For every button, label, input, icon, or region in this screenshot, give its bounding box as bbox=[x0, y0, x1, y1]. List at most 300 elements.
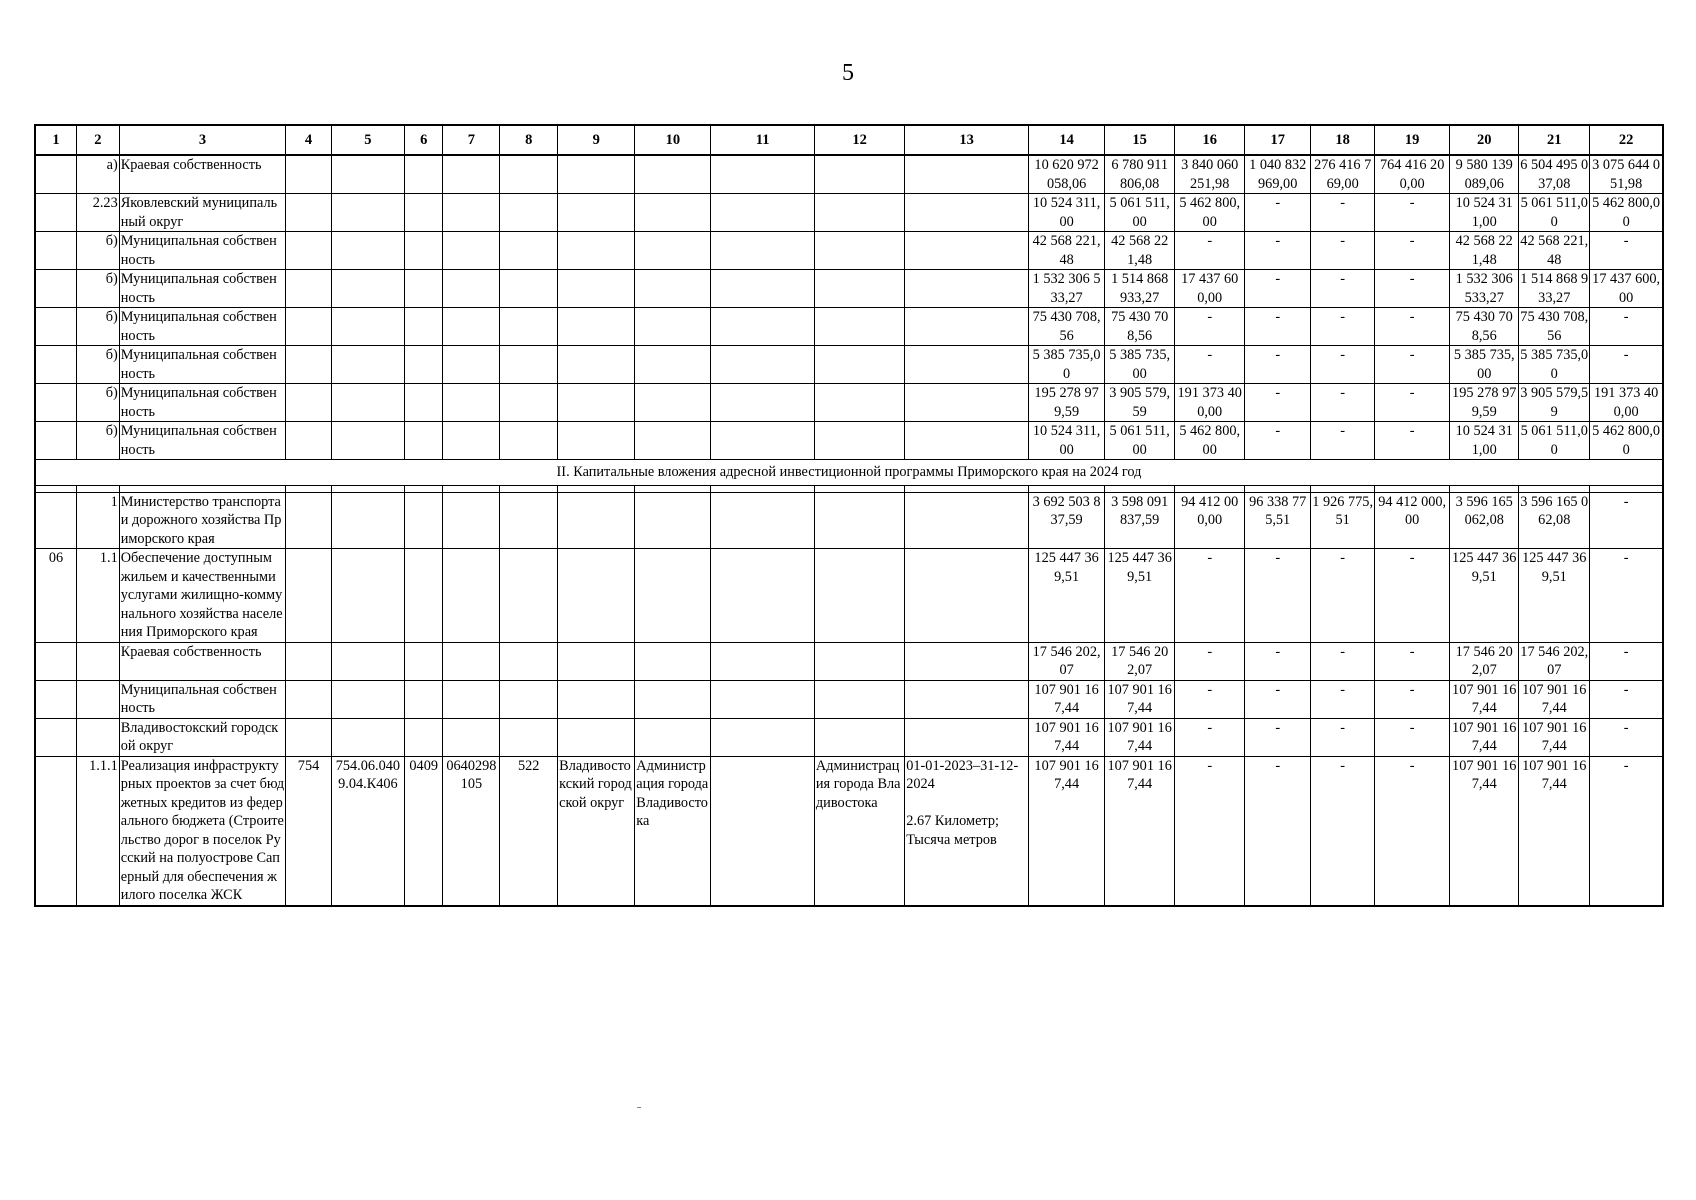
table-cell bbox=[404, 680, 443, 718]
table-cell: - bbox=[1375, 718, 1450, 756]
table-cell: Владивостокский городской округ bbox=[558, 756, 635, 906]
table-cell: б) bbox=[77, 232, 120, 270]
table-cell bbox=[635, 346, 711, 384]
table-cell: - bbox=[1245, 422, 1311, 460]
table-row bbox=[35, 346, 1663, 384]
table-cell: Муниципальная собственность bbox=[119, 270, 285, 308]
table-cell bbox=[77, 718, 120, 756]
column-header: 15 bbox=[1105, 125, 1175, 155]
table-cell bbox=[635, 680, 711, 718]
spacer-cell bbox=[905, 485, 1029, 492]
table-cell: 3 596 165 062,08 bbox=[1519, 492, 1590, 549]
table-cell bbox=[404, 384, 443, 422]
table-cell: 0640298105 bbox=[443, 756, 500, 906]
table-cell bbox=[286, 680, 332, 718]
spacer-cell bbox=[1029, 485, 1105, 492]
table-cell bbox=[286, 642, 332, 680]
table-cell: - bbox=[1590, 308, 1663, 346]
table-cell: 125 447 369,51 bbox=[1519, 549, 1590, 643]
spacer-row bbox=[35, 485, 1663, 492]
column-header: 5 bbox=[331, 125, 404, 155]
table-cell bbox=[331, 270, 404, 308]
table-cell: - bbox=[1245, 308, 1311, 346]
table-cell bbox=[331, 232, 404, 270]
table-cell: Муниципальная собственность bbox=[119, 346, 285, 384]
table-cell bbox=[35, 718, 77, 756]
column-header: 14 bbox=[1029, 125, 1105, 155]
table-cell: - bbox=[1590, 232, 1663, 270]
spacer-cell bbox=[635, 485, 711, 492]
table-cell: - bbox=[1375, 549, 1450, 643]
table-row bbox=[35, 680, 1663, 718]
table-cell bbox=[500, 422, 558, 460]
table-cell: - bbox=[1590, 756, 1663, 906]
table-cell bbox=[35, 270, 77, 308]
table-cell: 107 901 167,44 bbox=[1450, 718, 1519, 756]
table-cell: - bbox=[1590, 680, 1663, 718]
table-cell bbox=[635, 422, 711, 460]
table-cell: 3 840 060 251,98 bbox=[1175, 155, 1245, 194]
table-cell bbox=[905, 384, 1029, 422]
table-cell bbox=[404, 155, 443, 194]
table-cell bbox=[331, 384, 404, 422]
table-cell: 17 546 202,07 bbox=[1450, 642, 1519, 680]
table-cell: - bbox=[1245, 270, 1311, 308]
table-cell bbox=[35, 308, 77, 346]
table-row bbox=[35, 642, 1663, 680]
spacer-cell bbox=[1105, 485, 1175, 492]
table-cell: Муниципальная собственность bbox=[119, 308, 285, 346]
column-header: 11 bbox=[711, 125, 815, 155]
table-cell: 06 bbox=[35, 549, 77, 643]
table-cell: - bbox=[1175, 756, 1245, 906]
table-cell: 42 568 221,48 bbox=[1105, 232, 1175, 270]
table-cell bbox=[331, 680, 404, 718]
table-cell bbox=[711, 680, 815, 718]
table-cell: - bbox=[1590, 642, 1663, 680]
table-cell bbox=[286, 155, 332, 194]
table-cell bbox=[443, 308, 500, 346]
table-cell: - bbox=[1245, 680, 1311, 718]
table-cell bbox=[331, 155, 404, 194]
table-cell: - bbox=[1175, 308, 1245, 346]
table-cell: 754.06.0409.04.К406 bbox=[331, 756, 404, 906]
table-cell bbox=[558, 232, 635, 270]
table-cell bbox=[286, 346, 332, 384]
table-cell bbox=[500, 718, 558, 756]
table-row bbox=[35, 270, 1663, 308]
table-cell: 5 462 800,00 bbox=[1590, 194, 1663, 232]
table-cell: а) bbox=[77, 155, 120, 194]
table-cell bbox=[558, 422, 635, 460]
table-cell: 5 061 511,00 bbox=[1105, 422, 1175, 460]
table-cell: - bbox=[1590, 492, 1663, 549]
table-cell bbox=[331, 308, 404, 346]
table-cell: - bbox=[1311, 384, 1375, 422]
table-cell bbox=[905, 270, 1029, 308]
column-header: 22 bbox=[1590, 125, 1663, 155]
table-cell bbox=[558, 492, 635, 549]
table-cell: - bbox=[1375, 346, 1450, 384]
spacer-cell bbox=[1245, 485, 1311, 492]
table-cell bbox=[814, 549, 904, 643]
column-header: 1 bbox=[35, 125, 77, 155]
investment-program-table bbox=[34, 124, 1664, 907]
table-cell: 1 040 832 969,00 bbox=[1245, 155, 1311, 194]
table-cell: 75 430 708,56 bbox=[1029, 308, 1105, 346]
table-cell: 5 462 800,00 bbox=[1590, 422, 1663, 460]
table-cell: 1 532 306 533,27 bbox=[1450, 270, 1519, 308]
table-cell: 5 462 800,00 bbox=[1175, 422, 1245, 460]
table-cell bbox=[35, 422, 77, 460]
table-cell: 107 901 167,44 bbox=[1029, 756, 1105, 906]
table-cell bbox=[814, 194, 904, 232]
table-cell: 3 596 165 062,08 bbox=[1450, 492, 1519, 549]
table-cell: 5 385 735,00 bbox=[1520, 347, 1589, 382]
table-cell bbox=[711, 346, 815, 384]
column-header: 2 bbox=[77, 125, 120, 155]
table-cell bbox=[286, 232, 332, 270]
table-cell: - bbox=[1375, 384, 1450, 422]
table-cell bbox=[635, 194, 711, 232]
table-cell bbox=[443, 346, 500, 384]
table-row bbox=[35, 718, 1663, 756]
table-cell: Яковлевский муниципальный округ bbox=[119, 194, 285, 232]
table-cell bbox=[905, 492, 1029, 549]
column-header: 16 bbox=[1175, 125, 1245, 155]
table-cell: б) bbox=[77, 270, 120, 308]
table-cell: - bbox=[1245, 756, 1311, 906]
spacer-cell bbox=[711, 485, 815, 492]
spacer-cell bbox=[331, 485, 404, 492]
table-cell: 17 437 600,00 bbox=[1175, 270, 1245, 308]
table-cell: 107 901 167,44 bbox=[1105, 680, 1175, 718]
table-cell: 3 075 644 051,98 bbox=[1590, 155, 1663, 194]
table-cell bbox=[286, 549, 332, 643]
table-cell: 522 bbox=[500, 756, 558, 906]
table-cell: 1 532 306 533,27 bbox=[1029, 270, 1105, 308]
table-cell: - bbox=[1311, 718, 1375, 756]
table-row bbox=[35, 384, 1663, 422]
table-cell bbox=[500, 680, 558, 718]
table-cell bbox=[814, 642, 904, 680]
table-cell bbox=[35, 155, 77, 194]
spacer-cell bbox=[814, 485, 904, 492]
table-cell bbox=[558, 270, 635, 308]
table-cell bbox=[711, 308, 815, 346]
table-cell bbox=[443, 680, 500, 718]
spacer-cell bbox=[1519, 485, 1590, 492]
section-row bbox=[35, 460, 1663, 486]
table-cell: Администрация города Владивостока bbox=[635, 756, 711, 906]
table-cell bbox=[635, 232, 711, 270]
table-cell: 3 905 579,59 bbox=[1105, 384, 1175, 422]
table-cell bbox=[558, 384, 635, 422]
table-cell: 5 385 735,00 bbox=[1029, 346, 1105, 384]
table-cell: 125 447 369,51 bbox=[1450, 549, 1519, 643]
table-cell: - bbox=[1375, 422, 1450, 460]
spacer-cell bbox=[35, 485, 77, 492]
table-cell bbox=[905, 642, 1029, 680]
table-cell: - bbox=[1311, 422, 1375, 460]
table-cell: б) bbox=[77, 308, 120, 346]
table-cell bbox=[404, 422, 443, 460]
table-cell: 5 385 735,00 bbox=[1450, 346, 1519, 384]
table-cell bbox=[711, 384, 815, 422]
table-cell bbox=[905, 718, 1029, 756]
table-cell bbox=[286, 270, 332, 308]
column-header: 4 bbox=[286, 125, 332, 155]
table-cell bbox=[331, 492, 404, 549]
table-cell: - bbox=[1375, 194, 1450, 232]
table-cell: 9 580 139 089,06 bbox=[1450, 155, 1519, 194]
table-cell bbox=[814, 155, 904, 194]
table-cell bbox=[905, 308, 1029, 346]
table-cell bbox=[905, 194, 1029, 232]
table-cell: 5 061 511,00 bbox=[1520, 195, 1588, 230]
table-cell: - bbox=[1311, 680, 1375, 718]
column-header: 18 bbox=[1311, 125, 1375, 155]
table-cell: - bbox=[1245, 718, 1311, 756]
table-cell bbox=[443, 422, 500, 460]
table-cell bbox=[711, 194, 815, 232]
table-cell bbox=[443, 718, 500, 756]
spacer-cell bbox=[1375, 485, 1450, 492]
table-row bbox=[35, 232, 1663, 270]
table-cell: - bbox=[1245, 642, 1311, 680]
table-cell: 17 437 600,00 bbox=[1590, 270, 1663, 308]
table-cell bbox=[905, 422, 1029, 460]
spacer-cell bbox=[1450, 485, 1519, 492]
table-cell: - bbox=[1311, 232, 1375, 270]
column-header: 3 bbox=[119, 125, 285, 155]
table-cell: Обеспечение доступным жильем и качественными услугами жилищно-коммунального хозяйства населения Приморского края bbox=[119, 549, 285, 643]
table-cell bbox=[500, 549, 558, 643]
table-cell: 1.1.1 bbox=[77, 756, 120, 906]
table-cell: 1 bbox=[77, 492, 120, 549]
table-cell: - bbox=[1175, 680, 1245, 718]
column-header: 20 bbox=[1450, 125, 1519, 155]
table-cell: - bbox=[1175, 718, 1245, 756]
spacer-cell bbox=[1311, 485, 1375, 492]
column-header: 21 bbox=[1519, 125, 1590, 155]
table-cell bbox=[500, 642, 558, 680]
scan-artifact bbox=[637, 1107, 641, 1108]
spacer-cell bbox=[500, 485, 558, 492]
table-cell bbox=[905, 155, 1029, 194]
table-cell bbox=[404, 492, 443, 549]
table-cell: Муниципальная собственность bbox=[119, 680, 285, 718]
table-cell: 107 901 167,44 bbox=[1029, 680, 1105, 718]
spacer-cell bbox=[558, 485, 635, 492]
table-cell: - bbox=[1175, 346, 1245, 384]
table-cell bbox=[711, 232, 815, 270]
table-cell bbox=[286, 194, 332, 232]
table-cell: 1 926 775,51 bbox=[1311, 492, 1375, 549]
table-cell: 6 780 911 806,08 bbox=[1105, 155, 1175, 194]
table-cell bbox=[500, 346, 558, 384]
table-cell bbox=[905, 232, 1029, 270]
spacer-cell bbox=[443, 485, 500, 492]
table-cell bbox=[500, 155, 558, 194]
table-cell: - bbox=[1311, 346, 1375, 384]
table-cell bbox=[905, 346, 1029, 384]
table-cell bbox=[635, 308, 711, 346]
table-cell bbox=[443, 232, 500, 270]
table-row bbox=[35, 308, 1663, 346]
table-cell: 0409 bbox=[404, 756, 443, 906]
table-cell bbox=[711, 492, 815, 549]
header-row bbox=[35, 125, 1663, 155]
column-header: 10 bbox=[635, 125, 711, 155]
table-cell bbox=[500, 384, 558, 422]
column-header: 17 bbox=[1245, 125, 1311, 155]
table-cell bbox=[443, 384, 500, 422]
table-cell: - bbox=[1375, 642, 1450, 680]
table-cell bbox=[443, 194, 500, 232]
table-cell bbox=[286, 718, 332, 756]
table-cell: 107 901 167,44 bbox=[1519, 680, 1590, 718]
table-cell bbox=[443, 492, 500, 549]
table-cell: 3 598 091 837,59 bbox=[1105, 492, 1175, 549]
table-cell bbox=[404, 718, 443, 756]
table-cell bbox=[331, 642, 404, 680]
table-cell bbox=[35, 194, 77, 232]
table-cell: - bbox=[1245, 232, 1311, 270]
table-cell: Администрация города Владивостока bbox=[814, 756, 904, 906]
table-cell: 75 430 708,56 bbox=[1105, 308, 1175, 346]
table-cell bbox=[331, 194, 404, 232]
table-cell: 754 bbox=[286, 756, 332, 906]
table-cell bbox=[814, 346, 904, 384]
table-cell: 195 278 979,59 bbox=[1029, 384, 1105, 422]
table-cell: Реализация инфраструктурных проектов за счет бюджетных кредитов из федерального бюджета (Строительство дорог в поселок Русский на полуострове Саперный для обеспечения жилого поселка ЖСК bbox=[119, 756, 285, 906]
table-cell: - bbox=[1311, 642, 1375, 680]
table-cell bbox=[77, 642, 120, 680]
table-cell: 42 568 221,48 bbox=[1450, 232, 1519, 270]
table-row bbox=[35, 549, 1663, 643]
table-cell: 10 524 311,00 bbox=[1029, 422, 1105, 460]
table-cell: 42 568 221,48 bbox=[1029, 232, 1105, 270]
table-cell bbox=[443, 155, 500, 194]
table-cell bbox=[500, 308, 558, 346]
table-cell: - bbox=[1245, 384, 1311, 422]
table-cell: - bbox=[1375, 232, 1450, 270]
table-cell: - bbox=[1245, 346, 1311, 384]
table-cell: 01-01-2023–31-12-2024 2.67 Километр; Тысяча метров bbox=[905, 756, 1029, 906]
table-cell bbox=[905, 549, 1029, 643]
table-cell bbox=[635, 492, 711, 549]
table-cell bbox=[404, 270, 443, 308]
table-cell: 276 416 769,00 bbox=[1311, 155, 1375, 194]
table-cell: б) bbox=[77, 346, 120, 384]
table-cell: 5 462 800,00 bbox=[1175, 194, 1245, 232]
table-cell bbox=[404, 308, 443, 346]
table-cell bbox=[443, 549, 500, 643]
table-cell: Министерство транспорта и дорожного хозяйства Приморского края bbox=[119, 492, 285, 549]
spacer-cell bbox=[1590, 485, 1663, 492]
spacer-cell bbox=[119, 485, 285, 492]
table-cell bbox=[814, 422, 904, 460]
table-cell bbox=[500, 232, 558, 270]
table-cell: Муниципальная собственность bbox=[119, 384, 285, 422]
table-cell bbox=[635, 155, 711, 194]
table-cell bbox=[286, 308, 332, 346]
spacer-cell bbox=[286, 485, 332, 492]
table-cell bbox=[404, 194, 443, 232]
table-cell: б) bbox=[77, 384, 120, 422]
table-cell: 5 385 735,00 bbox=[1105, 346, 1175, 384]
spacer-cell bbox=[77, 485, 120, 492]
table-cell: 75 430 708,56 bbox=[1520, 309, 1589, 344]
table-row bbox=[35, 155, 1663, 194]
table-cell: - bbox=[1311, 756, 1375, 906]
table-cell bbox=[404, 549, 443, 643]
table-cell: 125 447 369,51 bbox=[1029, 549, 1105, 643]
table-cell: 5 061 511,00 bbox=[1520, 423, 1588, 458]
table-cell bbox=[35, 232, 77, 270]
table-cell: 6 504 495 037,08 bbox=[1520, 157, 1589, 192]
table-cell: - bbox=[1311, 194, 1375, 232]
table-cell: 96 338 775,51 bbox=[1245, 492, 1311, 549]
column-header: 13 bbox=[905, 125, 1029, 155]
table-cell bbox=[286, 492, 332, 549]
column-header: 12 bbox=[814, 125, 904, 155]
table-cell bbox=[500, 194, 558, 232]
table-cell: - bbox=[1175, 642, 1245, 680]
table-cell bbox=[35, 756, 77, 906]
table-cell: - bbox=[1590, 346, 1663, 384]
table-cell bbox=[558, 718, 635, 756]
table-cell bbox=[558, 155, 635, 194]
table-cell: 3 692 503 837,59 bbox=[1029, 492, 1105, 549]
table-cell bbox=[331, 718, 404, 756]
table-cell: Владивостокский городской округ bbox=[119, 718, 285, 756]
table-cell: 10 524 311,00 bbox=[1029, 194, 1105, 232]
column-header: 6 bbox=[404, 125, 443, 155]
table-cell bbox=[35, 346, 77, 384]
table-cell bbox=[635, 270, 711, 308]
table-cell: 107 901 167,44 bbox=[1450, 680, 1519, 718]
table-row bbox=[35, 194, 1663, 232]
table-row bbox=[35, 756, 1663, 906]
table-cell: 191 373 400,00 bbox=[1590, 384, 1663, 422]
table-cell: 107 901 167,44 bbox=[1519, 756, 1590, 906]
spacer-cell bbox=[1175, 485, 1245, 492]
table-cell: Краевая собственность bbox=[119, 155, 285, 194]
table-cell: 764 416 200,00 bbox=[1375, 155, 1450, 194]
table-cell: б) bbox=[77, 422, 120, 460]
table-cell bbox=[35, 642, 77, 680]
table-cell: 107 901 167,44 bbox=[1029, 718, 1105, 756]
column-header: 8 bbox=[500, 125, 558, 155]
table-cell: - bbox=[1375, 308, 1450, 346]
table-cell bbox=[443, 270, 500, 308]
table-cell bbox=[814, 384, 904, 422]
table-cell bbox=[558, 308, 635, 346]
table-cell: 1 514 868 933,27 bbox=[1105, 270, 1175, 308]
table-cell bbox=[814, 232, 904, 270]
table-cell bbox=[711, 642, 815, 680]
column-header: 9 bbox=[558, 125, 635, 155]
table-cell bbox=[558, 549, 635, 643]
table-cell: 2.23 bbox=[77, 194, 120, 232]
table-cell: 107 901 167,44 bbox=[1105, 756, 1175, 906]
table-cell bbox=[711, 756, 815, 906]
table-cell bbox=[711, 270, 815, 308]
table-cell: 10 524 311,00 bbox=[1450, 422, 1519, 460]
table-cell bbox=[814, 308, 904, 346]
